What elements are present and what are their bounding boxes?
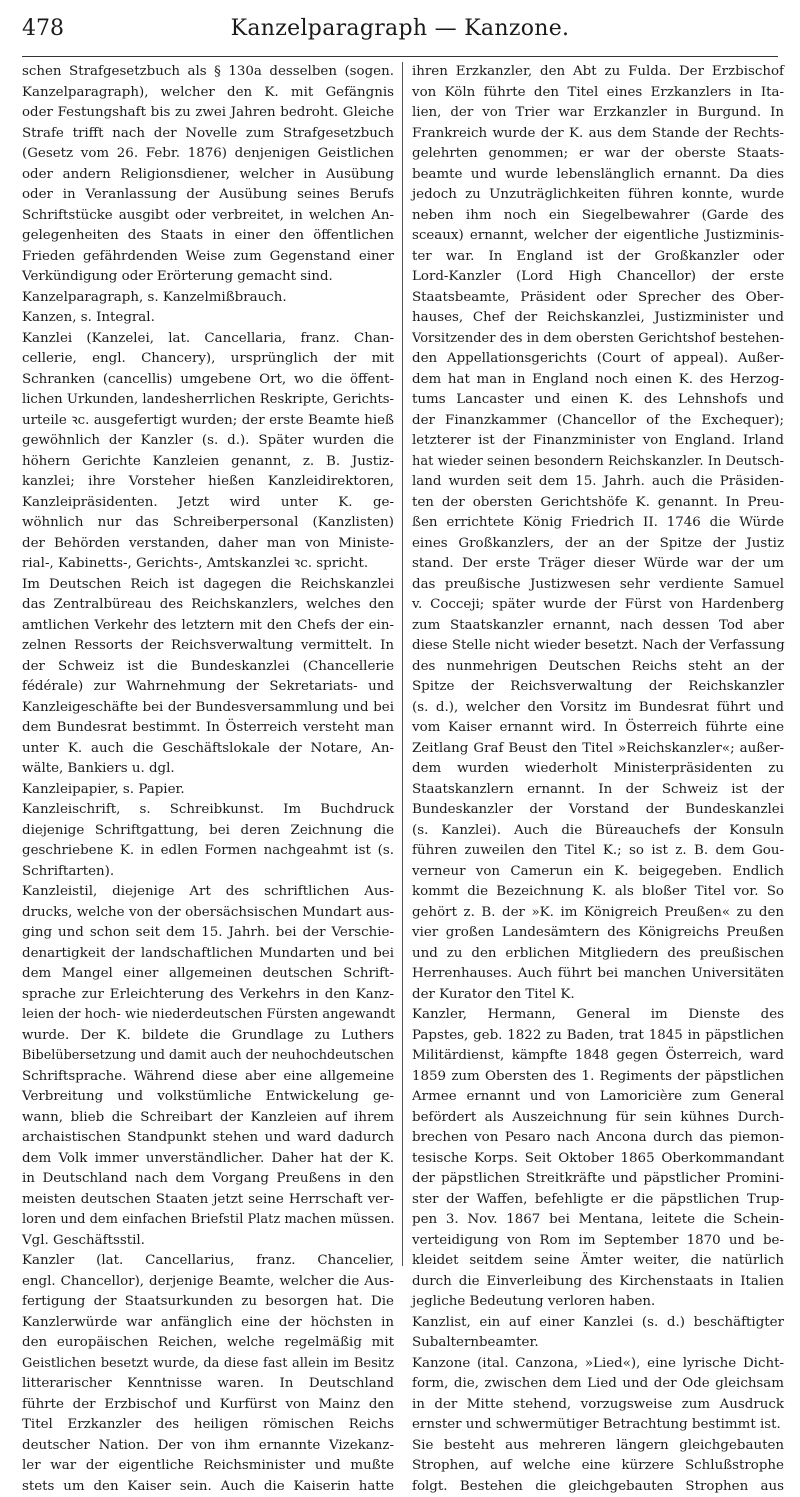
text-line: (Gesetz vom 26. Febr. 1876) denjenigen Geistlichen xyxy=(22,144,394,165)
text-line: zelnen Ressorts der Reichsverwaltung vermittelt. In xyxy=(22,636,394,657)
text-line: Kanzleigeschäfte bei der Bundesversammlung und bei xyxy=(22,698,394,719)
text-line: fertigung der Staatsurkunden zu besorgen hat. Die xyxy=(22,1292,394,1313)
text-line: höhern Gerichte Kanzleien genannt, z. B. Justiz- xyxy=(22,452,394,473)
text-line: eines Großkanzlers, der an der Spitze der Justiz xyxy=(412,534,784,555)
text-line: unter K. auch die Geschäftslokale der Notare, An- xyxy=(22,739,394,760)
text-line: Schriftsprache. Während diese aber eine allgemeine xyxy=(22,1067,394,1088)
text-line: meisten deutschen Staaten jetzt seine Herrschaft ver- xyxy=(22,1190,394,1211)
text-line: in der Mitte stehend, vorzugsweise zum Ausdruck xyxy=(412,1395,784,1416)
text-line: oder in Veranlassung der Ausübung seines Berufs xyxy=(22,185,394,206)
text-line: Frankreich wurde der K. aus dem Stande der Rechts- xyxy=(412,124,784,145)
text-line: kleidet seitdem seine Ämter weiter, die natürlich xyxy=(412,1251,784,1272)
text-line: von Köln führte den Titel eines Erzkanzlers in Ita- xyxy=(412,83,784,104)
text-line: drucks, welche von der obersächsischen Mundart aus- xyxy=(22,903,394,924)
text-line: lichen Urkunden, landesherrlichen Reskripte, Gerichts- xyxy=(22,390,394,411)
text-line: das Zentralbüreau des Reichskanzlers, welches den xyxy=(22,595,394,616)
text-line: (s. Kanzlei). Auch die Büreauchefs der Konsuln xyxy=(412,821,784,842)
text-line: brechen von Pesaro nach Ancona durch das piemon- xyxy=(412,1128,784,1149)
text-line: letzterer ist der Finanzminister von England. Irland xyxy=(412,431,784,452)
text-line: Kanzelparagraph, s. Kanzelmißbrauch. xyxy=(22,288,394,309)
text-line: Verbreitung und volkstümliche Entwickelung ge- xyxy=(22,1087,394,1108)
text-line: sprache zur Erleichterung des Verkehrs in den Kanz- xyxy=(22,985,394,1006)
text-line: sceaux) ernannt, welcher der eigentliche Justizminis- xyxy=(412,226,784,247)
text-line: Militärdienst, kämpfte 1848 gegen Österreich, ward xyxy=(412,1046,784,1067)
page-number: 478 xyxy=(22,16,64,41)
text-line: führte der Erzbischof und Kurfürst von Mainz den xyxy=(22,1395,394,1416)
page-header xyxy=(22,10,778,50)
text-line: cellerie, engl. Chancery), ursprünglich der mit xyxy=(22,349,394,370)
text-line: Staatskanzlern ernannt. In der Schweiz ist der xyxy=(412,780,784,801)
right-column xyxy=(412,62,784,1266)
text-line: loren und dem einfachen Briefstil Platz machen müssen. xyxy=(22,1210,394,1231)
text-line: Herrenhauses. Auch führt bei manchen Universitäten xyxy=(412,964,784,985)
text-line: der Finanzkammer (Chancellor of the Exchequer); xyxy=(412,411,784,432)
column-divider xyxy=(402,62,403,1266)
text-line: gelehrten genommen; er war der oberste Staats- xyxy=(412,144,784,165)
text-line: dem Bundesrat bestimmt. In Österreich versteht man xyxy=(22,718,394,739)
text-line: befördert als Auszeichnung für sein kühnes Durch- xyxy=(412,1108,784,1129)
text-line: diese Stelle nicht wieder besetzt. Nach der Verfassung xyxy=(412,636,784,657)
text-line: ihren Erzkanzler, den Abt zu Fulda. Der Erzbischof xyxy=(412,62,784,83)
text-line: ten der obersten Gerichtshöfe K. genannt. In Preu- xyxy=(412,493,784,514)
text-line: gelegenheiten des Staats in einer den öffentlichen xyxy=(22,226,394,247)
text-line: Kanzlei (Kanzelei, lat. Cancellaria, franz. Chan- xyxy=(22,329,394,350)
text-line: stand. Der erste Träger dieser Würde war der um xyxy=(412,554,784,575)
text-line: in Deutschland nach dem Vorgang Preußens in den xyxy=(22,1169,394,1190)
text-line: Bibelübersetzung und damit auch der neuhochdeutschen xyxy=(22,1046,394,1067)
text-line: zum Staatskanzler ernannt, nach dessen Tod aber xyxy=(412,616,784,637)
text-line: Kanzone (ital. Canzona, »Lied«), eine lyrische Dicht- xyxy=(412,1354,784,1375)
text-line: führen zuweilen den Titel K.; so ist z. B. dem Gou- xyxy=(412,841,784,862)
text-line: Sie besteht aus mehreren längern gleichgebauten xyxy=(412,1436,784,1457)
text-line: Titel Erzkanzler des heiligen römischen Reichs xyxy=(22,1415,394,1436)
text-line: beamte und wurde lebenslänglich ernannt. Da dies xyxy=(412,165,784,186)
text-line: land wurden seit dem 15. Jahrh. auch die Präsiden- xyxy=(412,472,784,493)
text-line: diejenige Schriftgattung, bei deren Zeichnung die xyxy=(22,821,394,842)
text-line: wann, blieb die Schreibart der Kanzleien auf ihrem xyxy=(22,1108,394,1129)
text-line: Bundeskanzler der Vorstand der Bundeskanzlei xyxy=(412,800,784,821)
text-line: vom Kaiser ernannt wird. In Österreich führte eine xyxy=(412,718,784,739)
text-line: geschriebene K. in edlen Formen nachgeahmt ist (s. xyxy=(22,841,394,862)
text-line: des nunmehrigen Deutschen Reichs steht an der xyxy=(412,657,784,678)
text-line: Zeitlang Graf Beust den Titel »Reichskanzler«; außer- xyxy=(412,739,784,760)
text-line: ster der Waffen, befehligte er die päpstlichen Trup- xyxy=(412,1190,784,1211)
text-line: durch die Einverleibung des Kirchenstaats in Italien xyxy=(412,1272,784,1293)
text-line: hauses, Chef der Reichskanzlei, Justizminister und xyxy=(412,308,784,329)
text-line: Kanzlerwürde war anfänglich eine der höchsten in xyxy=(22,1313,394,1334)
text-line: ter war. In England ist der Großkanzler oder xyxy=(412,247,784,268)
text-line: der päpstlichen Streitkräfte und päpstlicher Promini- xyxy=(412,1169,784,1190)
text-line: neben ihm noch ein Siegelbewahrer (Garde des xyxy=(412,206,784,227)
text-line: der Kurator den Titel K. xyxy=(412,985,784,1006)
text-line: verteidigung von Rom im September 1870 und be- xyxy=(412,1231,784,1252)
text-line: kanzlei; ihre Vorsteher hießen Kanzleidirektoren, xyxy=(22,472,394,493)
text-line: (s. d.), welcher den Vorsitz im Bundesrat führt und xyxy=(412,698,784,719)
text-line: deutscher Nation. Der von ihm ernannte Vizekanz- xyxy=(22,1436,394,1457)
text-line: Kanzleistil, diejenige Art des schriftlichen Aus- xyxy=(22,882,394,903)
text-line: Staatsbeamte, Präsident oder Sprecher des Ober- xyxy=(412,288,784,309)
text-line: Armee ernannt und von Lamoricière zum General xyxy=(412,1087,784,1108)
text-line: hat wieder seinen besondern Reichskanzler. In Deutsch- xyxy=(412,452,784,473)
text-line: Im Deutschen Reich ist dagegen die Reichskanzlei xyxy=(22,575,394,596)
text-line: den Appellationsgerichts (Court of appeal). Außer- xyxy=(412,349,784,370)
text-line: Schranken (cancellis) umgebene Ort, wo die öffent- xyxy=(22,370,394,391)
text-line: dem Volk immer unverständlicher. Daher hat der K. xyxy=(22,1149,394,1170)
text-line: Schriftarten). xyxy=(22,862,394,883)
text-line: folgt. Bestehen die gleichgebauten Strophen aus xyxy=(412,1477,784,1497)
text-line: ßen errichtete König Friedrich II. 1746 die Würde xyxy=(412,513,784,534)
text-line: amtlichen Verkehr des letztern mit den Chefs der ein- xyxy=(22,616,394,637)
text-line: Kanzleipräsidenten. Jetzt wird unter K. ge- xyxy=(22,493,394,514)
text-line: wöhnlich nur das Schreiberpersonal (Kanzlisten) xyxy=(22,513,394,534)
text-line: urteile ꝛc. ausgefertigt wurden; der erste Beamte hieß xyxy=(22,411,394,432)
text-line: oder andern Religionsdiener, welcher in Ausübung xyxy=(22,165,394,186)
text-line: wälte, Bankiers u. dgl. xyxy=(22,759,394,780)
text-line: dem Mangel einer allgemeinen deutschen Schrift- xyxy=(22,964,394,985)
text-line: ernster und schwermütiger Betrachtung bestimmt ist. xyxy=(412,1415,784,1436)
text-line: lien, der von Trier war Erzkanzler in Burgund. In xyxy=(412,103,784,124)
text-line: Kanzleischrift, s. Schreibkunst. Im Buchdruck xyxy=(22,800,394,821)
text-line: gehört z. B. der »K. im Königreich Preußen« zu den xyxy=(412,903,784,924)
text-line: tums Lancaster und einen K. des Lehnshofs und xyxy=(412,390,784,411)
left-column xyxy=(22,62,394,1266)
text-line: Spitze der Reichsverwaltung der Reichskanzler xyxy=(412,677,784,698)
text-line: und zu den erblichen Mitgliedern des preußischen xyxy=(412,944,784,965)
text-line: Geistlichen besetzt wurde, da diese fast allein im Besitz xyxy=(22,1354,394,1375)
text-line: Frieden gefährdenden Weise zum Gegenstand einer xyxy=(22,247,394,268)
text-line: leien der hoch- wie niederdeutschen Fürsten angewandt xyxy=(22,1005,394,1026)
text-line: der Schweiz ist die Bundeskanzlei (Chancellerie xyxy=(22,657,394,678)
text-line: pen 3. Nov. 1867 bei Mentana, leitete die Schein- xyxy=(412,1210,784,1231)
text-line: oder Festungshaft bis zu zwei Jahren bedroht. Gleiche xyxy=(22,103,394,124)
text-line: wurde. Der K. bildete die Grundlage zu Luthers xyxy=(22,1026,394,1047)
text-line: Vorsitzender des in dem obersten Gerichtshof bestehen- xyxy=(412,329,784,350)
text-line: form, die, zwischen dem Lied und der Ode gleichsam xyxy=(412,1374,784,1395)
text-line: rial-, Kabinetts-, Gerichts-, Amtskanzlei ꝛc. spricht. xyxy=(22,554,394,575)
text-line: Kanzlist, ein auf einer Kanzlei (s. d.) beschäftigter xyxy=(412,1313,784,1334)
text-line: Strophen, auf welche eine kürzere Schlußstrophe xyxy=(412,1456,784,1477)
text-line: Kanzler (lat. Cancellarius, franz. Chancelier, xyxy=(22,1251,394,1272)
text-line: Subalternbeamter. xyxy=(412,1333,784,1354)
text-line: jegliche Bedeutung verloren haben. xyxy=(412,1292,784,1313)
text-line: verneur von Camerun ein K. beigegeben. Endlich xyxy=(412,862,784,883)
header-rule xyxy=(22,56,778,57)
text-line: stets um den Kaiser sein. Auch die Kaiserin hatte xyxy=(22,1477,394,1497)
text-line: Kanzen, s. Integral. xyxy=(22,308,394,329)
text-line: Vgl. Geschäftsstil. xyxy=(22,1231,394,1252)
text-line: kommt die Bezeichnung K. als bloßer Titel vor. So xyxy=(412,882,784,903)
running-head: Kanzelparagraph — Kanzone. xyxy=(22,16,778,41)
text-line: Kanzelparagraph), welcher den K. mit Gefängnis xyxy=(22,83,394,104)
text-line: v. Cocceji; später wurde der Fürst von Hardenberg xyxy=(412,595,784,616)
text-line: litterarischer Kenntnisse waren. In Deutschland xyxy=(22,1374,394,1395)
text-line: vier großen Landesämtern des Königreichs Preußen xyxy=(412,923,784,944)
text-line: 1859 zum Obersten des 1. Regiments der päpstlichen xyxy=(412,1067,784,1088)
text-line: tesische Korps. Seit Oktober 1865 Oberkommandant xyxy=(412,1149,784,1170)
text-line: das preußische Justizwesen sehr verdiente Samuel xyxy=(412,575,784,596)
text-line: ler war der eigentliche Reichsminister und mußte xyxy=(22,1456,394,1477)
text-line: archaistischen Standpunkt stehen und ward dadurch xyxy=(22,1128,394,1149)
text-line: Lord-Kanzler (Lord High Chancellor) der erste xyxy=(412,267,784,288)
text-line: denartigkeit der landschaftlichen Mundarten und bei xyxy=(22,944,394,965)
text-line: dem wurden wiederholt Ministerpräsidenten zu xyxy=(412,759,784,780)
text-line: dem hat man in England noch einen K. des Herzog- xyxy=(412,370,784,391)
text-line: schen Strafgesetzbuch als § 130a desselben (sogen. xyxy=(22,62,394,83)
text-line: ging und schon seit dem 15. Jahrh. bei der Verschie- xyxy=(22,923,394,944)
text-line: Papstes, geb. 1822 zu Baden, trat 1845 in päpstlichen xyxy=(412,1026,784,1047)
text-line: Kanzler, Hermann, General im Dienste des xyxy=(412,1005,784,1026)
text-line: Schriftstücke ausgibt oder verbreitet, in welchen An- xyxy=(22,206,394,227)
text-line: Strafe trifft nach der Novelle zum Strafgesetzbuch xyxy=(22,124,394,145)
text-line: Verkündigung oder Erörterung gemacht sind. xyxy=(22,267,394,288)
text-line: gewöhnlich der Kanzler (s. d.). Später wurden die xyxy=(22,431,394,452)
text-line: jedoch zu Unzuträglichkeiten führen konnte, wurde xyxy=(412,185,784,206)
text-line: Kanzleipapier, s. Papier. xyxy=(22,780,394,801)
text-line: der Behörden verstanden, daher man von Ministe- xyxy=(22,534,394,555)
text-line: engl. Chancellor), derjenige Beamte, welcher die Aus- xyxy=(22,1272,394,1293)
text-line: den europäischen Reichen, welche regelmäßig mit xyxy=(22,1333,394,1354)
text-line: fédérale) zur Wahrnehmung der Sekretariats- und xyxy=(22,677,394,698)
